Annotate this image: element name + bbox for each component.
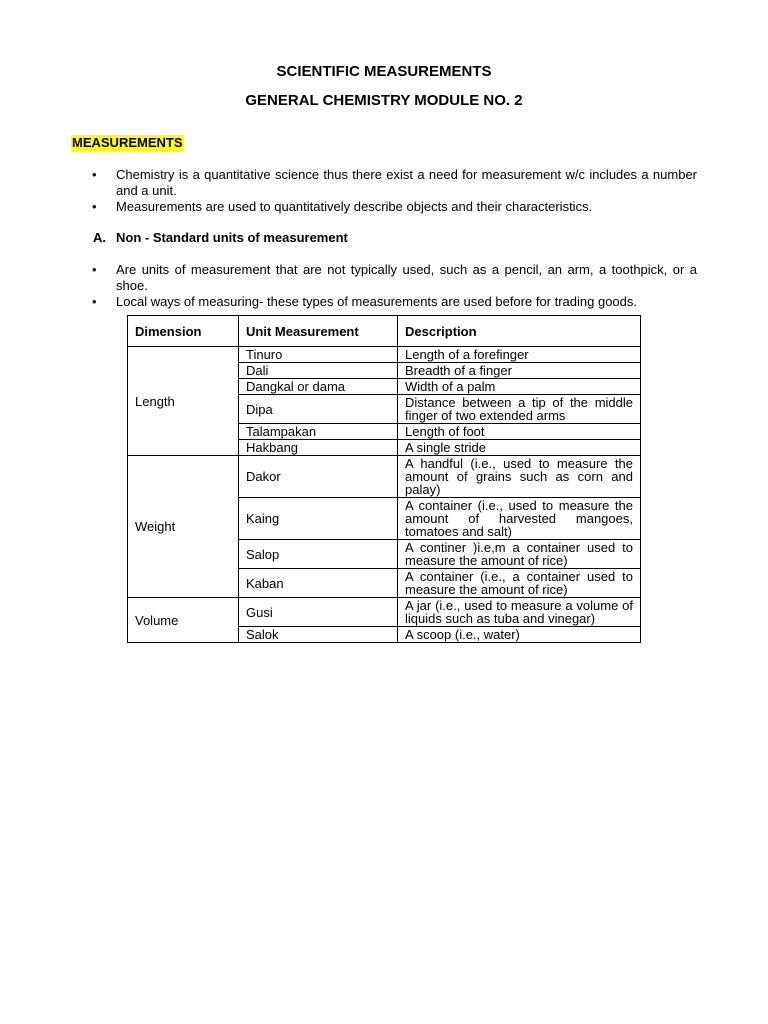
subsection-title: Non - Standard units of measurement: [116, 230, 348, 245]
unit-cell: Dangkal or dama: [239, 379, 398, 395]
unit-cell: Talampakan: [239, 424, 398, 440]
description-cell: A handful (i.e., used to measure the amount of grains such as corn and palay): [398, 456, 641, 498]
description-cell: A scoop (i.e., water): [398, 627, 641, 643]
bullet-icon: •: [92, 199, 97, 214]
table-row: [128, 347, 641, 363]
unit-cell: Tinuro: [239, 347, 398, 363]
unit-cell: Kaing: [239, 498, 398, 540]
subsection-heading: [93, 230, 348, 245]
table-header-row: [128, 316, 641, 347]
dimension-cell: Weight: [128, 456, 239, 598]
unit-cell: Hakbang: [239, 440, 398, 456]
unit-cell: Dipa: [239, 395, 398, 424]
table-row: [128, 456, 641, 498]
column-header: Description: [398, 316, 641, 347]
unit-cell: Kaban: [239, 569, 398, 598]
list-item: [92, 199, 697, 215]
description-cell: A container (i.e., used to measure the amount of harvested mangoes, tomatoes and salt): [398, 498, 641, 540]
subsection-bullet-list: [92, 262, 697, 310]
description-cell: Distance between a tip of the middle finger of two extended arms: [398, 395, 641, 424]
bullet-icon: •: [92, 262, 97, 277]
column-header: Dimension: [128, 316, 239, 347]
list-item: [92, 294, 697, 310]
document-title: SCIENTIFIC MEASUREMENTS: [276, 63, 492, 80]
units-table: [127, 315, 641, 643]
bullet-text: Local ways of measuring- these types of measurements are used before for trading goods.: [116, 294, 638, 309]
bullet-text: Are units of measurement that are not typically used, such as a pencil, an arm, a toothpick, or a shoe.: [116, 262, 697, 293]
subsection-letter: A.: [93, 230, 106, 245]
table-row: [128, 598, 641, 627]
bullet-icon: •: [92, 167, 97, 182]
bullet-text: Chemistry is a quantitative science thus there exist a need for measurement w/c includes a number and a unit.: [116, 167, 697, 198]
list-item: [92, 167, 697, 199]
list-item: [92, 262, 697, 294]
dimension-cell: Length: [128, 347, 239, 456]
unit-cell: Salop: [239, 540, 398, 569]
column-header: Unit Measurement: [239, 316, 398, 347]
bullet-icon: •: [92, 294, 97, 309]
module-title: GENERAL CHEMISTRY MODULE NO. 2: [245, 92, 523, 109]
description-cell: Width of a palm: [398, 379, 641, 395]
description-cell: Length of a forefinger: [398, 347, 641, 363]
dimension-cell: Volume: [128, 598, 239, 643]
bullet-text: Measurements are used to quantitatively describe objects and their characteristics.: [116, 199, 593, 214]
section-bullet-list: [92, 167, 697, 215]
description-cell: Length of foot: [398, 424, 641, 440]
section-heading: MEASUREMENTS: [72, 135, 183, 150]
description-cell: A continer )i.e,m a container used to measure the amount of rice): [398, 540, 641, 569]
description-cell: A jar (i.e., used to measure a volume of liquids such as tuba and vinegar): [398, 598, 641, 627]
description-cell: A single stride: [398, 440, 641, 456]
description-cell: Breadth of a finger: [398, 363, 641, 379]
unit-cell: Gusi: [239, 598, 398, 627]
unit-cell: Dakor: [239, 456, 398, 498]
unit-cell: Salok: [239, 627, 398, 643]
description-cell: A container (i.e., a container used to measure the amount of rice): [398, 569, 641, 598]
unit-cell: Dali: [239, 363, 398, 379]
